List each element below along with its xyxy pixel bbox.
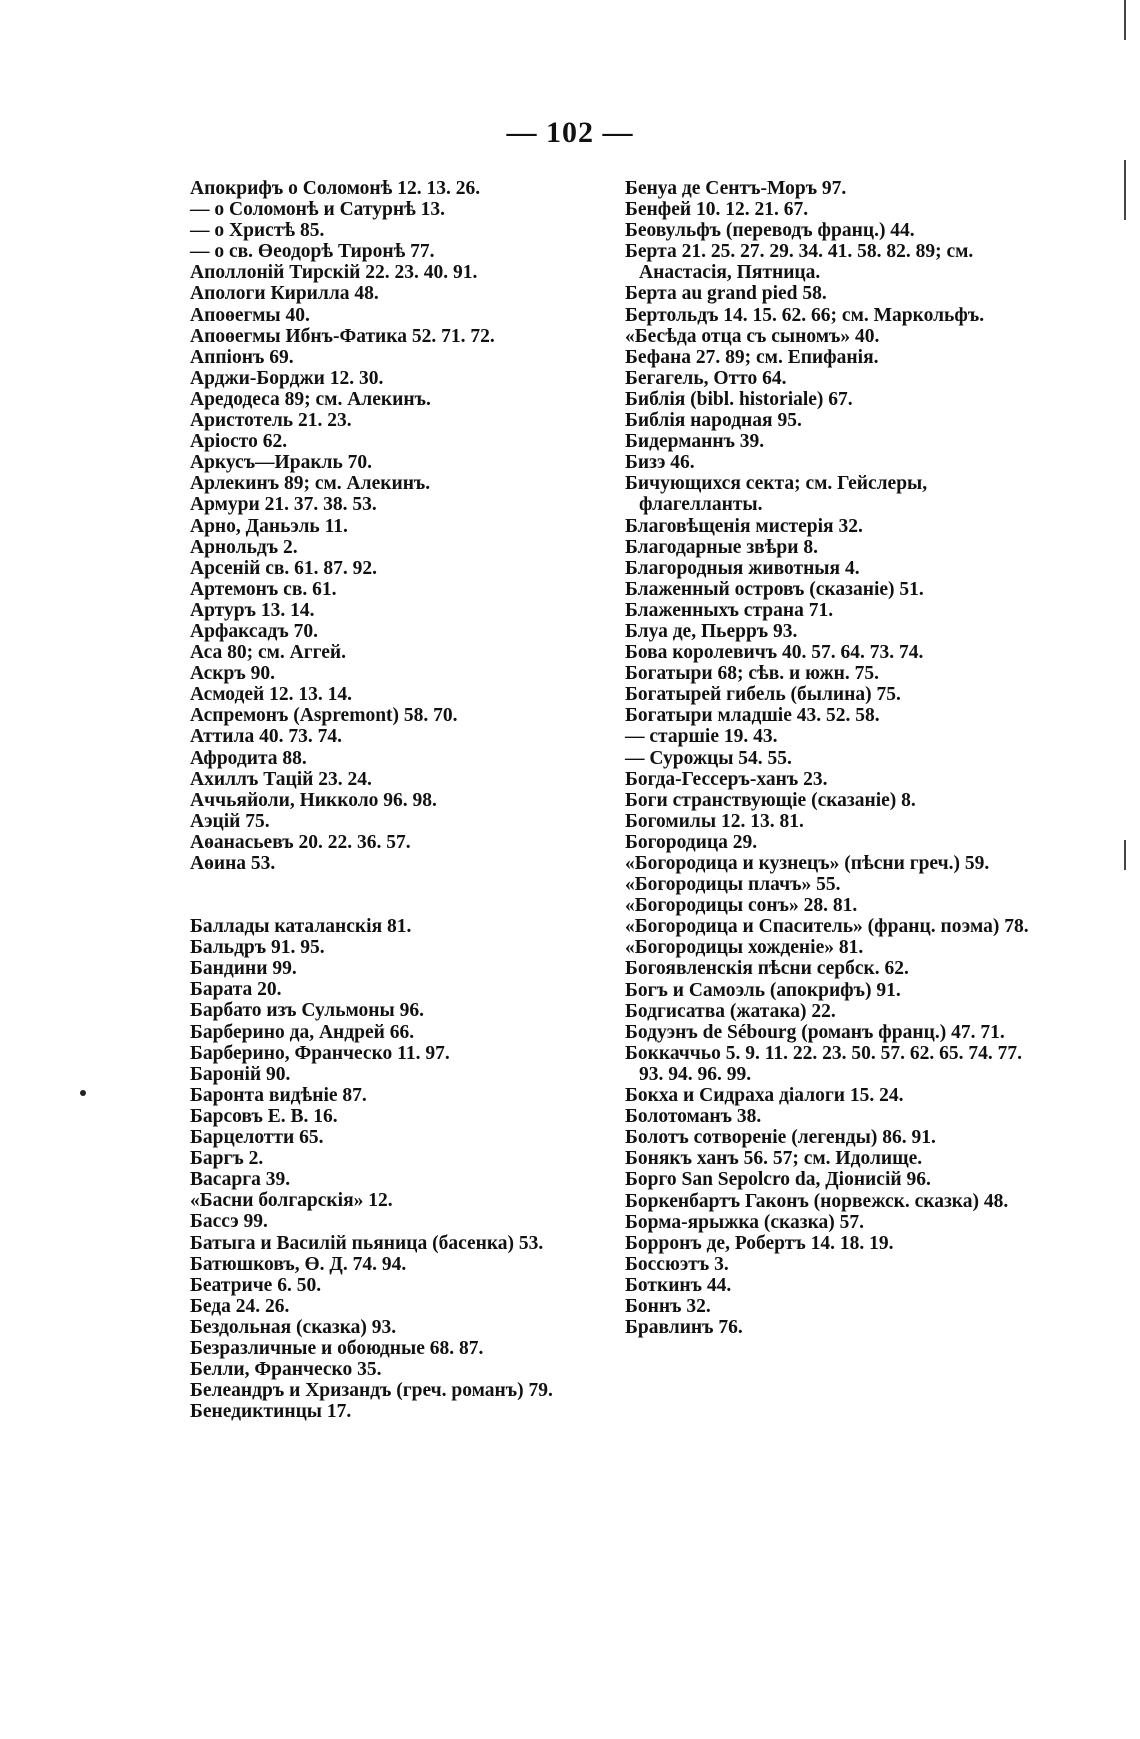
- index-entry: «Бесѣда отца съ сыномъ» 40.: [625, 325, 880, 347]
- index-entry: Батыга и Василій пьяница (басенка) 53.: [190, 1232, 544, 1254]
- index-entry: Артемонъ св. 61.: [190, 578, 337, 600]
- index-entry: Аполлоній Тирскій 22. 23. 40. 91.: [190, 262, 478, 284]
- index-entry: Аристотель 21. 23.: [190, 410, 352, 432]
- index-entry: Боннъ 32.: [625, 1295, 711, 1317]
- index-entry: Барата 20.: [190, 979, 282, 1001]
- index-entry: Бертольдъ 14. 15. 62. 66; см. Маркольфъ.: [625, 304, 985, 326]
- index-entry: Бефана 27. 89; см. Епифанія.: [625, 346, 879, 368]
- index-entry: Борронъ де, Робертъ 14. 18. 19.: [625, 1232, 894, 1254]
- index-entry: Богатыри младшіе 43. 52. 58.: [625, 705, 880, 727]
- index-entry: Арлекинъ 89; см. Алекинъ.: [190, 473, 431, 495]
- index-entry: Боткинъ 44.: [625, 1274, 732, 1296]
- index-entry: — о Христѣ 85.: [190, 220, 325, 242]
- margin-dot: [80, 1090, 86, 1096]
- index-entry: Бизэ 46.: [625, 452, 695, 474]
- index-entry: Бокха и Сидраха діалоги 15. 24.: [625, 1085, 904, 1107]
- index-entry: Бравлинъ 76.: [625, 1317, 743, 1339]
- index-entry: Аэцій 75.: [190, 810, 270, 832]
- index-entry: Бодгисатва (жатака) 22.: [625, 1000, 836, 1022]
- index-entry: — о Соломонѣ и Сатурнѣ 13.: [190, 199, 446, 221]
- index-entry: Богородица 29.: [625, 831, 758, 853]
- index-entry: Батюшковъ, Ө. Д. 74. 94.: [190, 1253, 407, 1275]
- index-entry: Боссюэтъ 3.: [625, 1253, 729, 1275]
- index-entry: Барберино, Франческо 11. 97.: [190, 1042, 450, 1064]
- index-entry: Белеандръ и Хризандъ (греч. романъ) 79.: [190, 1380, 553, 1402]
- index-entry: Аччьяйоли, Никколо 96. 98.: [190, 789, 437, 811]
- index-entry: Берта 21. 25. 27. 29. 34. 41. 58. 82. 89; см. Анастасія, Пятница.: [625, 241, 974, 284]
- index-entry: Богда-Гессеръ-ханъ 23.: [625, 768, 828, 790]
- index-entry: — старшіе 19. 43.: [625, 726, 778, 748]
- index-entry: Бонякъ ханъ 56. 57; см. Идолище.: [625, 1148, 923, 1170]
- index-entry: Апокрифъ о Соломонѣ 12. 13. 26.: [190, 178, 481, 199]
- index-entry: Бидерманнъ 39.: [625, 431, 765, 453]
- index-entry: Баргъ 2.: [190, 1148, 264, 1170]
- page-number: — 102 —: [506, 116, 634, 149]
- index-entry: Артуръ 13. 14.: [190, 599, 315, 621]
- index-entry: Безразличные и обоюдные 68. 87.: [190, 1337, 484, 1359]
- index-entry: Библія народная 95.: [625, 410, 802, 432]
- index-entry: Аөина 53.: [190, 853, 276, 874]
- index-entry: «Богородица и кузнецъ» (пѣсни греч.) 59.: [625, 853, 990, 874]
- index-entry: «Богородицы хожденіе» 81.: [625, 937, 864, 959]
- index-entry: Арфаксадъ 70.: [190, 620, 319, 642]
- index-entry: Аса 80; см. Аггей.: [190, 642, 346, 664]
- index-entry: Борго San Sepolcro da, Діонисій 96.: [625, 1169, 931, 1191]
- index-entry: Блуа де, Пьерръ 93.: [625, 620, 798, 642]
- index-entry: Аскръ 90.: [190, 663, 275, 685]
- index-entry: Апоөегмы Ибнъ-Фатика 52. 71. 72.: [190, 325, 495, 347]
- index-entry: Баллады каталанскія 81.: [190, 916, 412, 938]
- index-entry: «Богородицы плачъ» 55.: [625, 874, 841, 896]
- index-entry: Аркусъ—Иракль 70.: [190, 452, 373, 474]
- index-entry: Бездольная (сказка) 93.: [190, 1316, 397, 1338]
- index-entry: Борма-ярыжка (сказка) 57.: [625, 1211, 865, 1233]
- index-entry: — о св. Өеодорѣ Тиронѣ 77.: [190, 241, 435, 263]
- edge-mark: [1124, 0, 1126, 40]
- index-entry: Бодуэнъ de Sébourg (романъ франц.) 47. 71.: [625, 1021, 1005, 1043]
- index-entry: Богоявленскія пѣсни сербск. 62.: [625, 958, 909, 980]
- index-entry: Барберино да, Андрей 66.: [190, 1021, 415, 1043]
- edge-mark: [1124, 840, 1126, 870]
- index-entry: Боркенбартъ Гаконъ (норвежск. сказка) 48.: [625, 1190, 1009, 1212]
- index-entry: Барцелотти 65.: [190, 1127, 324, 1149]
- index-entry: Белли, Франческо 35.: [190, 1359, 382, 1381]
- index-entry: Богатырей гибель (былина) 75.: [625, 684, 901, 706]
- index-entry: Асмодей 12. 13. 14.: [190, 684, 352, 706]
- index-entry: Богъ и Самоэль (апокрифъ) 91.: [625, 979, 901, 1001]
- index-entry: Арджи-Борджи 12. 30.: [190, 367, 384, 389]
- index-entry: Апологи Кирилла 48.: [190, 283, 379, 305]
- index-entry: Болотъ сотвореніе (легенды) 86. 91.: [625, 1127, 936, 1149]
- index-entry: Арно, Даньэль 11.: [190, 515, 348, 537]
- index-entry: Бассэ 99.: [190, 1211, 268, 1233]
- index-entry: Блаженныхъ страна 71.: [625, 599, 834, 621]
- section-gap: [190, 874, 610, 916]
- index-entry: Аттила 40. 73. 74.: [190, 726, 342, 748]
- edge-mark: [1124, 160, 1126, 220]
- index-entry: Бароній 90.: [190, 1063, 291, 1085]
- index-column-right: [625, 178, 1045, 1338]
- index-entry: Бандини 99.: [190, 958, 297, 980]
- index-entry: Афродита 88.: [190, 747, 307, 769]
- index-entry: «Басни болгарскія» 12.: [190, 1190, 393, 1212]
- index-entry: Ахиллъ Тацій 23. 24.: [190, 768, 372, 790]
- index-entry: Бенфей 10. 12. 21. 67.: [625, 199, 809, 221]
- index-entry: Беовульфъ (переводъ франц.) 44.: [625, 220, 915, 242]
- index-entry: Беатриче 6. 50.: [190, 1274, 322, 1296]
- index-entry: Беда 24. 26.: [190, 1295, 290, 1317]
- index-entry: «Богородица и Спаситель» (франц. поэма) 78.: [625, 916, 1029, 938]
- index-entry: Аріосто 62.: [190, 431, 288, 453]
- index-entry: Берта au grand pied 58.: [625, 283, 827, 305]
- index-entry: Барсовъ Е. В. 16.: [190, 1105, 338, 1127]
- index-entry: Болотоманъ 38.: [625, 1106, 762, 1128]
- index-entry: Богомилы 12. 13. 81.: [625, 810, 804, 832]
- index-entry: Боги странствующіе (сказаніе) 8.: [625, 789, 916, 811]
- index-entry: Богатыри 68; сѣв. и южн. 75.: [625, 663, 880, 685]
- index-entry: Благодарные звѣри 8.: [625, 536, 818, 558]
- index-entry: Аөанасьевъ 20. 22. 36. 57.: [190, 831, 411, 853]
- index-entry: Баронта видѣніе 87.: [190, 1084, 367, 1106]
- index-entry: Блаженный островъ (сказаніе) 51.: [625, 578, 924, 600]
- index-entry: «Богородицы сонъ» 28. 81.: [625, 895, 858, 917]
- index-entry: Библія (bibl. historiale) 67.: [625, 388, 853, 410]
- index-entry: Арнольдъ 2.: [190, 536, 298, 558]
- index-entry: Барбато изъ Сульмоны 96.: [190, 1000, 425, 1022]
- index-entry: Боккаччьо 5. 9. 11. 22. 23. 50. 57. 62. 65. 74. 77. 93. 94. 96. 99.: [625, 1042, 1023, 1085]
- index-entry: Бегагель, Отто 64.: [625, 367, 787, 389]
- index-entry: Аспремонъ (Aspremont) 58. 70.: [190, 705, 458, 727]
- index-entry: Благородныя животныя 4.: [625, 557, 860, 579]
- index-entry: Бенедиктинцы 17.: [190, 1401, 352, 1423]
- index-entry: Благовѣщенія мистерія 32.: [625, 515, 863, 537]
- index-entry: Аппіонъ 69.: [190, 346, 294, 368]
- index-entry: — Сурожцы 54. 55.: [625, 747, 792, 769]
- index-entry: Арсеній св. 61. 87. 92.: [190, 557, 378, 579]
- index-column-left: [190, 178, 610, 1422]
- index-entry: Васарга 39.: [190, 1169, 291, 1191]
- index-entry: Бичующихся секта; см. Гейслеры, флагелланты.: [625, 473, 928, 516]
- index-entry: Аредодеса 89; см. Алекинъ.: [190, 388, 431, 410]
- index-entry: Бова королевичъ 40. 57. 64. 73. 74.: [625, 642, 924, 664]
- index-entry: Апоөегмы 40.: [190, 304, 310, 326]
- index-entry: Бальдръ 91. 95.: [190, 937, 325, 959]
- index-entry: Бенуа де Сентъ-Моръ 97.: [625, 178, 847, 199]
- index-entry: Армури 21. 37. 38. 53.: [190, 494, 377, 516]
